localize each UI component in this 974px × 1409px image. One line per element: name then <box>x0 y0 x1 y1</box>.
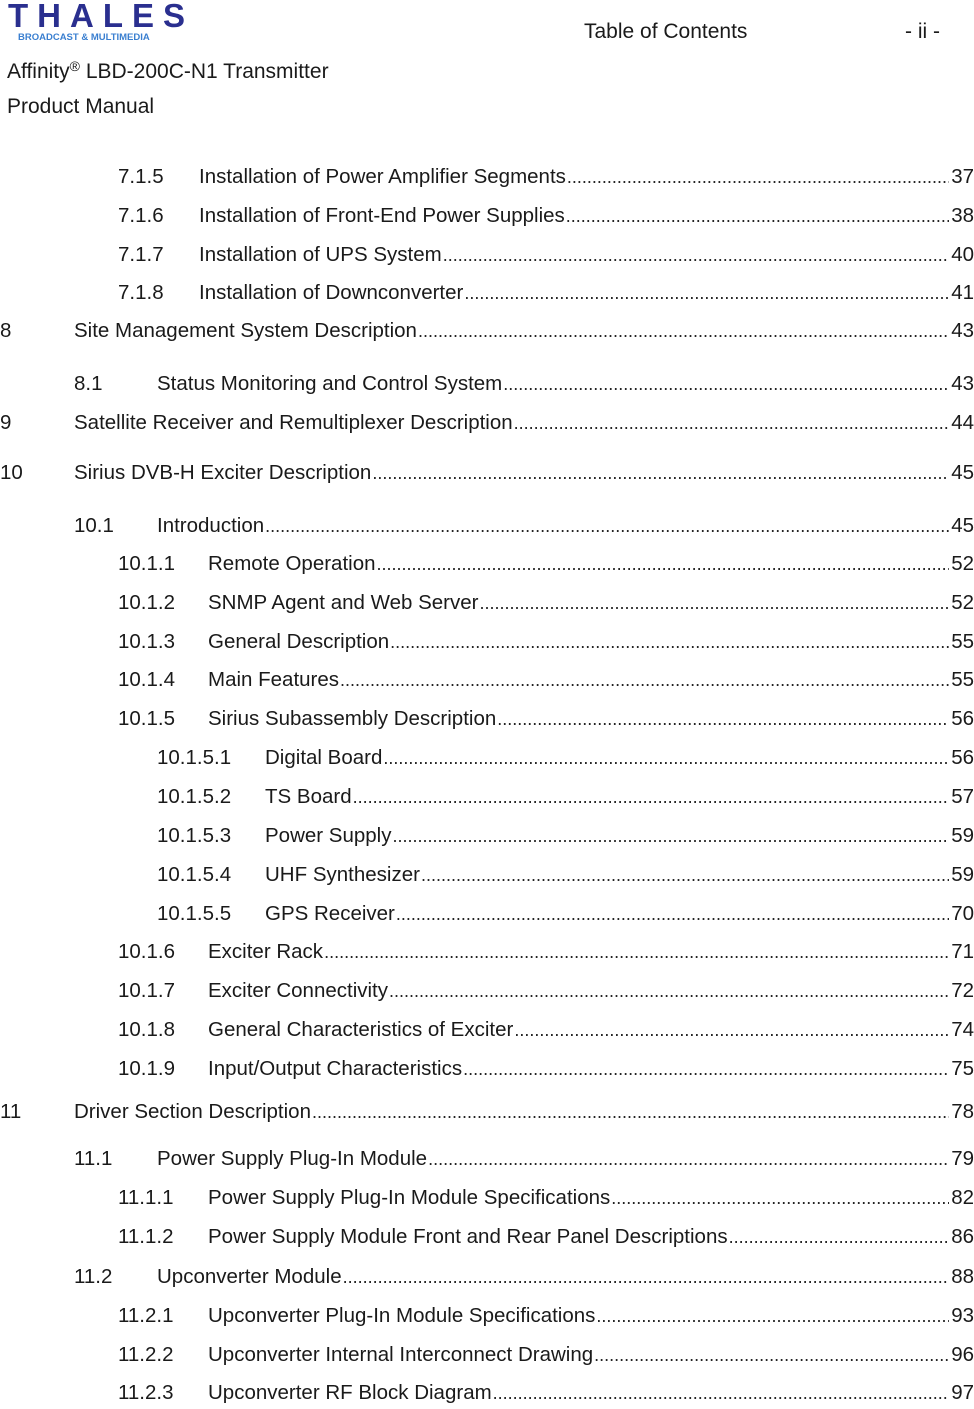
toc-entry[interactable] <box>118 1381 974 1409</box>
toc-entry-title[interactable]: Input/Output Characteristics <box>208 1057 463 1080</box>
toc-entry-title[interactable]: Sirius Subassembly Description <box>208 707 497 730</box>
toc-entry-page[interactable]: 71 <box>951 940 974 963</box>
toc-entry-page[interactable]: 44 <box>951 411 974 434</box>
toc-entry-number: 10.1.6 <box>118 940 175 963</box>
toc-entry[interactable] <box>118 1018 974 1046</box>
toc-entry-page[interactable]: 45 <box>951 514 974 537</box>
toc-entry[interactable] <box>118 165 974 193</box>
logo-subtext: BROADCAST & MULTIMEDIA <box>18 32 150 43</box>
logo-wordmark: THALES <box>8 0 194 34</box>
toc-entry-number: 10.1.5.5 <box>157 902 232 925</box>
toc-entry-page[interactable]: 72 <box>951 979 974 1002</box>
toc-entry-number: 10.1.5.1 <box>157 746 232 769</box>
toc-dot-leader <box>428 1149 949 1170</box>
toc-entry-number: 7.1.5 <box>118 165 164 188</box>
toc-entry[interactable] <box>118 1186 974 1214</box>
toc-entry-number: 10.1.5.4 <box>157 863 232 886</box>
toc-entry-number: 11 <box>0 1100 22 1123</box>
product-brand: Affinity <box>7 60 70 83</box>
toc-entry[interactable] <box>118 979 974 1007</box>
toc-entry-number: 9 <box>0 411 12 434</box>
toc-entry-title[interactable]: Installation of UPS System <box>199 243 442 266</box>
toc-entry-title[interactable]: Power Supply <box>265 824 392 847</box>
toc-dot-leader <box>372 463 949 484</box>
toc-entry-title[interactable]: Site Management System Description <box>74 319 417 342</box>
toc-entry-number: 10.1.3 <box>118 630 175 653</box>
toc-entry-number: 7.1.7 <box>118 243 164 266</box>
toc-dot-leader <box>611 1188 949 1209</box>
toc-entry-number: 10.1.8 <box>118 1018 175 1041</box>
toc-entry[interactable] <box>118 281 974 309</box>
toc-dot-leader <box>514 1020 949 1041</box>
toc-dot-leader <box>443 245 950 266</box>
toc-entry[interactable] <box>0 411 974 439</box>
toc-entry-number: 8 <box>0 319 12 342</box>
toc-entry-title[interactable]: Power Supply Plug-In Module Specifications <box>208 1186 611 1209</box>
toc-entry-title[interactable]: Upconverter RF Block Diagram <box>208 1381 492 1404</box>
toc-dot-leader <box>265 516 949 537</box>
toc-entry-page[interactable]: 93 <box>951 1304 974 1327</box>
toc-entry-title[interactable]: Upconverter Internal Interconnect Drawing <box>208 1343 594 1366</box>
toc-entry-title[interactable]: Status Monitoring and Control System <box>157 372 503 395</box>
header-page-number: - ii - <box>905 20 940 43</box>
toc-dot-leader <box>383 748 949 769</box>
toc-entry-number: 11.2.1 <box>118 1304 174 1327</box>
toc-entry-number: 10.1.4 <box>118 668 175 691</box>
toc-entry[interactable] <box>118 1057 974 1085</box>
toc-dot-leader <box>340 670 949 691</box>
toc-entry[interactable] <box>74 514 974 542</box>
toc-entry-title[interactable]: Power Supply Plug-In Module <box>157 1147 428 1170</box>
toc-entry-title[interactable]: Exciter Rack <box>208 940 324 963</box>
toc-dot-leader <box>493 1383 950 1404</box>
toc-entry-page[interactable]: 78 <box>951 1100 974 1123</box>
toc-entry[interactable] <box>157 863 974 891</box>
toc-dot-leader <box>396 904 949 925</box>
toc-entry-page[interactable]: 75 <box>951 1057 974 1080</box>
toc-entry[interactable] <box>118 552 974 580</box>
toc-entry[interactable] <box>157 785 974 813</box>
toc-entry-page[interactable]: 38 <box>951 204 974 227</box>
header-section-title: Table of Contents <box>584 20 748 43</box>
toc-entry-title[interactable]: Upconverter Plug-In Module Specifications <box>208 1304 596 1327</box>
toc-entry-page[interactable]: 86 <box>951 1225 974 1248</box>
toc-entry-page[interactable]: 43 <box>951 372 974 395</box>
toc-entry-title[interactable]: Installation of Power Amplifier Segments <box>199 165 566 188</box>
toc-entry[interactable] <box>118 591 974 619</box>
toc-entry-title[interactable]: General Description <box>208 630 390 653</box>
toc-entry-page[interactable]: 82 <box>951 1186 974 1209</box>
toc-entry-title[interactable]: Remote Operation <box>208 552 376 575</box>
toc-entry-page[interactable]: 37 <box>951 165 974 188</box>
toc-dot-leader <box>418 321 949 342</box>
toc-entry-number: 7.1.6 <box>118 204 164 227</box>
toc-dot-leader <box>479 593 949 614</box>
toc-entry-number: 11.1.1 <box>118 1186 174 1209</box>
toc-dot-leader <box>497 709 949 730</box>
toc-entry-number: 11.1 <box>74 1147 113 1170</box>
toc-entry-title[interactable]: SNMP Agent and Web Server <box>208 591 479 614</box>
toc-entry[interactable] <box>74 1147 974 1175</box>
toc-entry-page[interactable]: 97 <box>951 1381 974 1404</box>
toc-entry[interactable] <box>118 707 974 735</box>
toc-entry[interactable] <box>74 1265 974 1293</box>
toc-entry-page[interactable]: 52 <box>951 591 974 614</box>
toc-dot-leader <box>503 374 949 395</box>
toc-entry-number: 10.1.5 <box>118 707 175 730</box>
toc-entry-number: 11.1.2 <box>118 1225 174 1248</box>
toc-dot-leader <box>392 826 949 847</box>
toc-dot-leader <box>464 283 949 304</box>
toc-entry-page[interactable]: 79 <box>951 1147 974 1170</box>
toc-entry[interactable] <box>118 630 974 658</box>
toc-dot-leader <box>514 413 950 434</box>
toc-entry-page[interactable]: 41 <box>951 281 974 304</box>
toc-entry[interactable] <box>118 1304 974 1332</box>
toc-entry[interactable] <box>118 668 974 696</box>
toc-entry-page[interactable]: 88 <box>951 1265 974 1288</box>
toc-dot-leader <box>421 865 949 886</box>
toc-entry-title[interactable]: Main Features <box>208 668 340 691</box>
toc-entry-title[interactable]: Satellite Receiver and Remultiplexer Description <box>74 411 513 434</box>
toc-entry-page[interactable]: 57 <box>951 785 974 808</box>
toc-entry-number: 11.2.3 <box>118 1381 174 1404</box>
toc-entry-title[interactable]: Digital Board <box>265 746 383 769</box>
toc-dot-leader <box>463 1059 949 1080</box>
toc-entry-number: 10 <box>0 461 23 484</box>
toc-entry-page[interactable]: 55 <box>951 630 974 653</box>
toc-entry-page[interactable]: 43 <box>951 319 974 342</box>
toc-entry[interactable] <box>157 824 974 852</box>
toc-entry[interactable] <box>0 1100 974 1128</box>
toc-entry-title[interactable]: Introduction <box>157 514 265 537</box>
toc-entry-title[interactable]: Installation of Front-End Power Supplies <box>199 204 565 227</box>
toc-entry[interactable] <box>0 461 974 489</box>
toc-entry[interactable] <box>118 204 974 232</box>
toc-entry-number: 8.1 <box>74 372 103 395</box>
toc-entry[interactable] <box>157 902 974 930</box>
toc-dot-leader <box>566 206 949 227</box>
toc-entry-page[interactable]: 40 <box>951 243 974 266</box>
toc-entry-number: 10.1 <box>74 514 114 537</box>
toc-entry-title[interactable]: TS Board <box>265 785 352 808</box>
toc-dot-leader <box>389 981 949 1002</box>
toc-entry[interactable] <box>157 746 974 774</box>
toc-entry[interactable] <box>118 1343 974 1371</box>
toc-entry-title[interactable]: Sirius DVB-H Exciter Description <box>74 461 372 484</box>
toc-entry-title[interactable]: General Characteristics of Exciter <box>208 1018 514 1041</box>
toc-entry-number: 10.1.1 <box>118 552 175 575</box>
toc-entry-number: 7.1.8 <box>118 281 164 304</box>
header-manual-label: Product Manual <box>7 95 155 118</box>
toc-dot-leader <box>353 787 950 808</box>
toc-entry[interactable] <box>118 940 974 968</box>
toc-entry-page[interactable]: 74 <box>951 1018 974 1041</box>
product-model: LBD-200C-N1 Transmitter <box>79 60 329 83</box>
toc-dot-leader <box>390 632 949 653</box>
toc-entry-page[interactable]: 55 <box>951 668 974 691</box>
toc-entry-number: 11.2 <box>74 1265 113 1288</box>
toc-entry-title[interactable]: Driver Section Description <box>74 1100 311 1123</box>
toc-entry[interactable] <box>74 372 974 400</box>
registered-mark: ® <box>69 58 80 74</box>
toc-entry-page[interactable]: 45 <box>951 461 974 484</box>
toc-dot-leader <box>312 1102 949 1123</box>
toc-entry-title[interactable]: Installation of Downconverter <box>199 281 464 304</box>
toc-entry-page[interactable]: 56 <box>951 746 974 769</box>
toc-entry-page[interactable]: 96 <box>951 1343 974 1366</box>
toc-entry-number: 10.1.9 <box>118 1057 175 1080</box>
toc-entry[interactable] <box>118 243 974 271</box>
toc-dot-leader <box>594 1345 949 1366</box>
toc-dot-leader <box>596 1306 949 1327</box>
toc-entry-title[interactable]: Exciter Connectivity <box>208 979 389 1002</box>
toc-dot-leader <box>567 167 949 188</box>
toc-dot-leader <box>377 554 950 575</box>
toc-entry-title[interactable]: GPS Receiver <box>265 902 395 925</box>
toc-dot-leader <box>324 942 949 963</box>
toc-entry-page[interactable]: 59 <box>951 824 974 847</box>
toc-entry-number: 10.1.2 <box>118 591 175 614</box>
toc-entry-title[interactable]: Power Supply Module Front and Rear Panel Descriptions <box>208 1225 728 1248</box>
toc-entry-page[interactable]: 56 <box>951 707 974 730</box>
toc-entry-page[interactable]: 70 <box>951 902 974 925</box>
toc-entry-page[interactable]: 52 <box>951 552 974 575</box>
toc-entry-number: 10.1.7 <box>118 979 175 1002</box>
toc-entry-number: 10.1.5.3 <box>157 824 232 847</box>
toc-entry[interactable] <box>0 319 974 347</box>
toc-entry-title[interactable]: Upconverter Module <box>157 1265 342 1288</box>
toc-entry[interactable] <box>118 1225 974 1253</box>
toc-entry-page[interactable]: 59 <box>951 863 974 886</box>
toc-entry-number: 11.2.2 <box>118 1343 174 1366</box>
toc-entry-title[interactable]: UHF Synthesizer <box>265 863 420 886</box>
toc-dot-leader <box>729 1227 950 1248</box>
toc-dot-leader <box>343 1267 950 1288</box>
toc-entry-number: 10.1.5.2 <box>157 785 232 808</box>
